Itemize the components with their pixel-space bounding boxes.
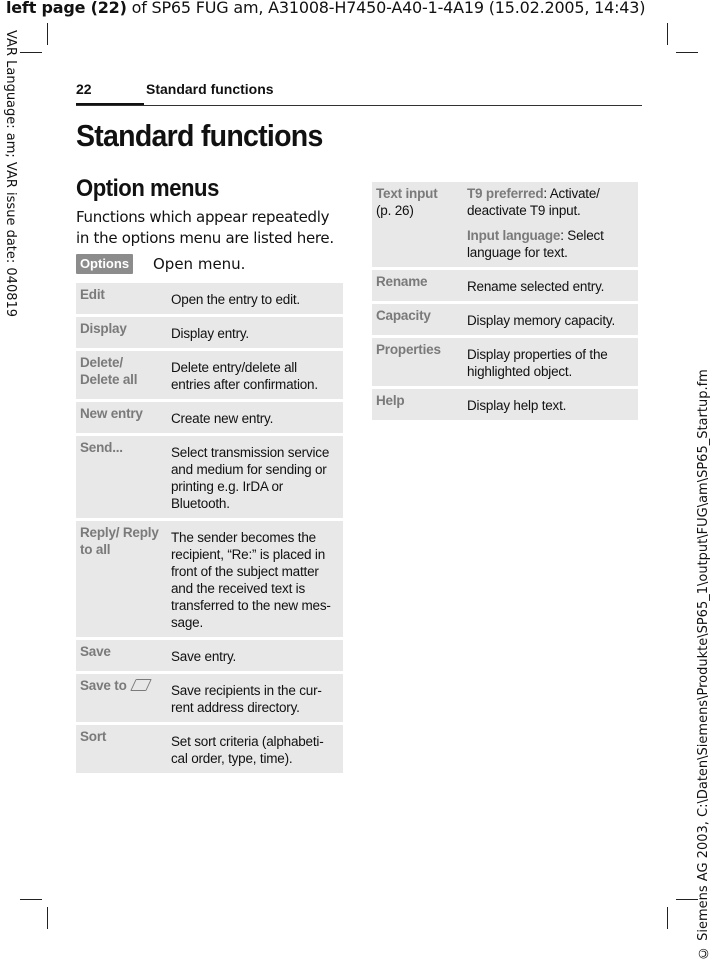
menu-term: Properties (372, 338, 463, 389)
menu-term: Sort (76, 725, 167, 776)
menu-term: Delete/ Delete all (76, 351, 167, 402)
side-note-left: VAR Language: am; VAR issue date: 040819 (3, 30, 18, 318)
side-note-right: © Siemens AG 2003, C:\Daten\Siemens\Produkte\SP65_1\output\FUG\am\SP65_Startup.fm (696, 369, 711, 960)
print-header (6, 0, 645, 17)
menu-term: Save (76, 640, 167, 674)
menu-desc: Display properties of the highlighted object. (463, 338, 638, 389)
menu-term: Send... (76, 436, 167, 521)
table-row (76, 640, 343, 674)
section-intro: Functions which appear repeatedly in the options menu are listed here. (76, 208, 334, 247)
menu-desc: Rename selected entry. (463, 270, 638, 304)
crop-mark (47, 23, 48, 45)
section-heading: Option menus (76, 175, 219, 202)
table-row (372, 338, 638, 389)
menu-term: Help (372, 389, 463, 423)
crop-mark (667, 907, 668, 929)
table-row (76, 317, 343, 351)
crop-mark (676, 52, 698, 53)
table-row (372, 304, 638, 338)
print-header-file: of SP65 FUG am, A31008-H7450-A40-1-4A19 (15.02.2005, 14:43) (126, 0, 646, 17)
options-table-right (372, 182, 638, 423)
menu-desc: Create new entry. (167, 402, 343, 436)
menu-desc: Save entry. (167, 640, 343, 674)
menu-desc: Display memory capacity. (463, 304, 638, 338)
crop-mark (676, 899, 698, 900)
crop-mark (20, 52, 42, 53)
menu-desc: Delete entry/delete all entries after confirmation. (167, 351, 343, 402)
page-reference: (p. 26) (376, 203, 414, 218)
table-row (76, 283, 343, 317)
menu-desc-cell (463, 182, 638, 270)
crop-mark (20, 899, 42, 900)
menu-term-cell (372, 182, 463, 270)
print-header-page: left page (22) (6, 0, 127, 17)
menu-term: Reply/ Reply to all (76, 521, 167, 640)
menu-term: Capacity (372, 304, 463, 338)
submenu-term: T9 preferred (467, 186, 544, 201)
menu-desc: Display entry. (167, 317, 343, 351)
table-row (76, 725, 343, 776)
submenu-term: Input language (467, 228, 561, 243)
submenu-desc: : Activate/ deactivate T9 input. (467, 186, 600, 218)
options-table-left (76, 283, 343, 776)
menu-desc: Set sort criteria (alphabeti-cal order, type, time). (167, 725, 343, 776)
menu-term: Rename (372, 270, 463, 304)
menu-term: Edit (76, 283, 167, 317)
menu-term: Display (76, 317, 167, 351)
options-softkey-desc: Open menu. (153, 255, 246, 273)
options-softkey: Options (76, 254, 133, 274)
crop-mark (667, 23, 668, 45)
menu-desc: Open the entry to edit. (167, 283, 343, 317)
header-rule (76, 105, 642, 106)
menu-term-cell (76, 674, 167, 725)
menu-desc: Select transmission service and medium for sending or printing e.g. IrDA or Bluetooth. (167, 436, 343, 521)
table-row (76, 436, 343, 521)
menu-term: Text input (376, 186, 438, 201)
table-row (76, 521, 343, 640)
page-number: 22 (76, 81, 92, 97)
menu-term: Save to (80, 678, 127, 693)
table-row (372, 182, 638, 270)
address-book-icon (130, 679, 152, 691)
table-row (76, 674, 343, 725)
running-title: Standard functions (146, 81, 274, 97)
menu-desc: Display help text. (463, 389, 638, 423)
menu-term: New entry (76, 402, 167, 436)
page-title: Standard functions (76, 118, 323, 153)
crop-mark (47, 907, 48, 929)
table-row (76, 351, 343, 402)
menu-desc: Save recipients in the cur-rent address directory. (167, 674, 343, 725)
table-row (372, 270, 638, 304)
table-row (372, 389, 638, 423)
table-row (76, 402, 343, 436)
submenu-desc: : Select language for text. (467, 228, 604, 260)
menu-desc: The sender becomes the recipient, “Re:” is placed in front of the subject matter and the received text is transferred to the new mes-sage. (167, 521, 343, 640)
